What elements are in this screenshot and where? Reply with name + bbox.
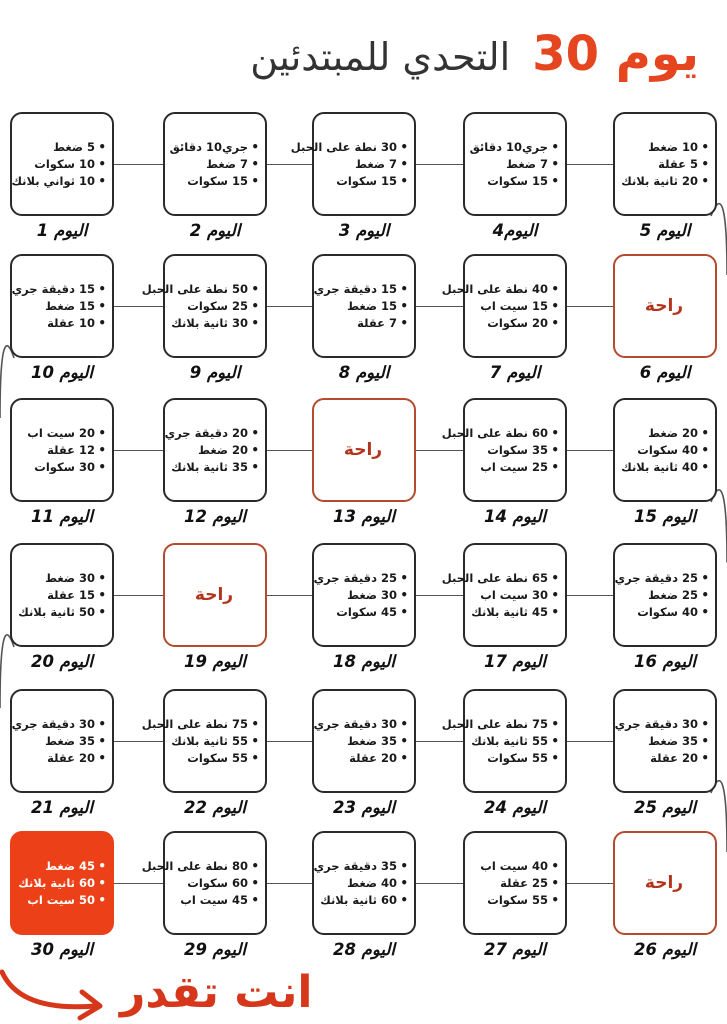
title-subtitle: التحدي للمبتدئين (250, 35, 511, 79)
exercise-item: • 20 دقيقة جري (169, 425, 259, 442)
exercise-item: • 55 سكوات (469, 750, 559, 767)
exercise-item: • 30 سكوات (16, 459, 106, 476)
exercise-item: • 35 دقيقة جري (318, 858, 408, 875)
exercise-item: • 50 سيت اب (16, 892, 106, 909)
day-label: اليوم 8 (338, 363, 390, 382)
day-label: اليوم 12 (183, 507, 247, 526)
day-card (10, 254, 114, 358)
day-card (10, 398, 114, 502)
day-card (441, 689, 567, 793)
exercise-item: • 20 ثانية بلانك (619, 173, 709, 190)
day-card (613, 398, 717, 502)
arrow-icon (0, 964, 130, 1024)
exercise-item: • 20 ضغط (619, 425, 709, 442)
day-card (141, 831, 267, 935)
day-label: اليوم 28 (332, 940, 396, 959)
exercise-item: • 15 سكوات (318, 173, 408, 190)
exercise-item: • 15 سيت اب (469, 298, 559, 315)
day-label: اليوم 19 (183, 652, 247, 671)
title-main: 30 يوم (532, 26, 699, 82)
day-card (312, 254, 416, 358)
exercise-item: • 55 ثانية بلانك (169, 733, 259, 750)
exercise-item: • جري10 دقائق (469, 139, 559, 156)
rest-day-card (613, 831, 717, 935)
day-label: اليوم 2 (189, 221, 241, 240)
day-card (312, 543, 416, 647)
day-label: اليوم 26 (633, 940, 697, 959)
exercise-item: • 35 ثانية بلانك (169, 459, 259, 476)
exercise-item: • 45 ثانية بلانك (469, 604, 559, 621)
day-card (163, 112, 267, 216)
exercise-item: • 40 ثانية بلانك (619, 459, 709, 476)
rest-day-card (613, 254, 717, 358)
exercise-item: • 10 ضغط (619, 139, 709, 156)
day-label: اليوم4 (492, 221, 538, 240)
day-label: اليوم 11 (30, 507, 94, 526)
day-label: اليوم 18 (332, 652, 396, 671)
day-card (312, 831, 416, 935)
exercise-item: • 15 دقيقة جري (16, 281, 106, 298)
exercise-list (614, 570, 709, 621)
exercise-item: • 30 ضغط (318, 587, 408, 604)
exercise-item: • 75 نطة على الحبل (469, 716, 559, 733)
day-card (141, 254, 267, 358)
exercise-item: • 55 سكوات (469, 892, 559, 909)
exercise-list (16, 570, 106, 621)
rest-label: راحة (644, 296, 684, 316)
exercise-list (290, 139, 408, 190)
day-card (10, 689, 114, 793)
exercise-list (313, 281, 408, 332)
exercise-item: • 20 عقلة (318, 750, 408, 767)
exercise-list (313, 858, 408, 909)
day-card (613, 543, 717, 647)
day-label: اليوم 10 (30, 363, 94, 382)
exercise-item: • 15 دقيقة جري (318, 281, 408, 298)
exercise-item: • 12 عقلة (16, 442, 106, 459)
exercise-list (441, 281, 559, 332)
exercise-item: • 75 نطة على الحبل (169, 716, 259, 733)
exercise-list (441, 425, 559, 476)
exercise-item: • 30 دقيقة جري (619, 716, 709, 733)
exercise-item: • 25 دقيقة جري (318, 570, 408, 587)
day-card (441, 254, 567, 358)
exercise-item: • 20 سكوات (469, 315, 559, 332)
day-card (613, 689, 717, 793)
exercise-item: • 40 سكوات (619, 442, 709, 459)
day-card (163, 398, 267, 502)
exercise-item: • 20 ضغط (169, 442, 259, 459)
exercise-item: • 25 ضغط (619, 587, 709, 604)
exercise-item: • 60 سكوات (169, 875, 259, 892)
day-label: اليوم 15 (633, 507, 697, 526)
exercise-list (313, 570, 408, 621)
exercise-list (164, 425, 259, 476)
exercise-list (469, 139, 559, 190)
exercise-list (619, 425, 709, 476)
day-card (141, 689, 267, 793)
day-card (441, 543, 567, 647)
day-label: اليوم 1 (36, 221, 88, 240)
exercise-item: • 30 دقيقة جري (318, 716, 408, 733)
exercise-list (469, 858, 559, 909)
exercise-item: • 35 سكوات (469, 442, 559, 459)
exercise-item: • 25 سيت اب (469, 459, 559, 476)
exercise-item: • 20 عقلة (16, 750, 106, 767)
day-label: اليوم 23 (332, 798, 396, 817)
exercise-item: • 7 ضغط (469, 156, 559, 173)
day-label: اليوم 30 (30, 940, 94, 959)
exercise-item: • 7 ضغط (169, 156, 259, 173)
exercise-item: • 65 نطة على الحبل (469, 570, 559, 587)
day-label: اليوم 29 (183, 940, 247, 959)
day-label: اليوم 14 (483, 507, 547, 526)
exercise-list (11, 281, 106, 332)
exercise-item: • 55 سكوات (169, 750, 259, 767)
day-label: اليوم 3 (338, 221, 390, 240)
exercise-item: • 15 ضغط (16, 298, 106, 315)
exercise-item: • 20 عقلة (619, 750, 709, 767)
exercise-item: • 7 عقلة (318, 315, 408, 332)
exercise-item: • 5 ضغط (16, 139, 106, 156)
exercise-list (169, 139, 259, 190)
exercise-list (441, 716, 559, 767)
day-label: اليوم 5 (639, 221, 691, 240)
rest-day-card (312, 398, 416, 502)
exercise-item: • 15 ضغط (318, 298, 408, 315)
rest-day-card (163, 543, 267, 647)
exercise-item: • 10 ثواني بلانك (16, 173, 106, 190)
exercise-item: • 45 ضغط (16, 858, 106, 875)
exercise-item: • 55 ثانية بلانك (469, 733, 559, 750)
day-card (463, 112, 567, 216)
motivation-footer: انت تقدر (120, 967, 313, 1018)
day-label: اليوم 22 (183, 798, 247, 817)
exercise-list (141, 716, 259, 767)
exercise-item: • 45 سكوات (318, 604, 408, 621)
exercise-item: • 5 عقلة (619, 156, 709, 173)
day-label: اليوم 6 (639, 363, 691, 382)
day-label: اليوم 20 (30, 652, 94, 671)
exercise-item: • 60 ثانية بلانك (318, 892, 408, 909)
exercise-item: • 50 نطة على الحبل (169, 281, 259, 298)
exercise-item: • 15 سكوات (469, 173, 559, 190)
exercise-item: • 35 ضغط (619, 733, 709, 750)
day-label: اليوم 16 (633, 652, 697, 671)
exercise-item: • 40 سيت اب (469, 858, 559, 875)
exercise-list (141, 858, 259, 909)
exercise-list (619, 139, 709, 190)
exercise-list (141, 281, 259, 332)
exercise-item: • 15 عقلة (16, 587, 106, 604)
exercise-list (614, 716, 709, 767)
day-card (290, 112, 416, 216)
exercise-item: • 40 نطة على الحبل (469, 281, 559, 298)
exercise-item: • 7 ضغط (318, 156, 408, 173)
exercise-item: • 40 سكوات (619, 604, 709, 621)
exercise-item: • 35 ضغط (318, 733, 408, 750)
exercise-item: • 60 نطة على الحبل (469, 425, 559, 442)
exercise-item: • 30 سيت اب (469, 587, 559, 604)
day-label: اليوم 24 (483, 798, 547, 817)
day-card (463, 831, 567, 935)
exercise-item: • 20 سيت اب (16, 425, 106, 442)
exercise-item: • 40 ضغط (318, 875, 408, 892)
exercise-item: • 30 ضغط (16, 570, 106, 587)
exercise-item: • 25 دقيقة جري (619, 570, 709, 587)
exercise-list (16, 858, 106, 909)
exercise-item: • 80 نطة على الحبل (169, 858, 259, 875)
day-label: اليوم 21 (30, 798, 94, 817)
day-label: اليوم 17 (483, 652, 547, 671)
exercise-item: • 35 ضغط (16, 733, 106, 750)
exercise-item: • 60 ثانية بلانك (16, 875, 106, 892)
exercise-item: • 50 ثانية بلانك (16, 604, 106, 621)
exercise-item: • 25 عقلة (469, 875, 559, 892)
rest-label: راحة (194, 585, 234, 605)
day-label: اليوم 7 (489, 363, 541, 382)
day-card (441, 398, 567, 502)
rest-label: راحة (644, 873, 684, 893)
exercise-item: • 30 نطة على الحبل (318, 139, 408, 156)
day-label: اليوم 13 (332, 507, 396, 526)
exercise-item: • 15 سكوات (169, 173, 259, 190)
exercise-list (11, 139, 106, 190)
exercise-item: • 30 دقيقة جري (16, 716, 106, 733)
exercise-list (313, 716, 408, 767)
exercise-list (11, 716, 106, 767)
exercise-item: • 30 ثانية بلانك (169, 315, 259, 332)
exercise-item: • 10 عقلة (16, 315, 106, 332)
exercise-item: • 25 سكوات (169, 298, 259, 315)
rest-label: راحة (343, 440, 383, 460)
exercise-item: • 45 سيت اب (169, 892, 259, 909)
day-card (10, 112, 114, 216)
exercise-item: • 10 سكوات (16, 156, 106, 173)
exercise-item: • جري10 دقائق (169, 139, 259, 156)
day-label: اليوم 27 (483, 940, 547, 959)
day-label: اليوم 25 (633, 798, 697, 817)
exercise-list (441, 570, 559, 621)
exercise-list (16, 425, 106, 476)
day-card (312, 689, 416, 793)
day-card (10, 543, 114, 647)
day-card (613, 112, 717, 216)
day-label: اليوم 9 (189, 363, 241, 382)
final-day-card (10, 831, 114, 935)
